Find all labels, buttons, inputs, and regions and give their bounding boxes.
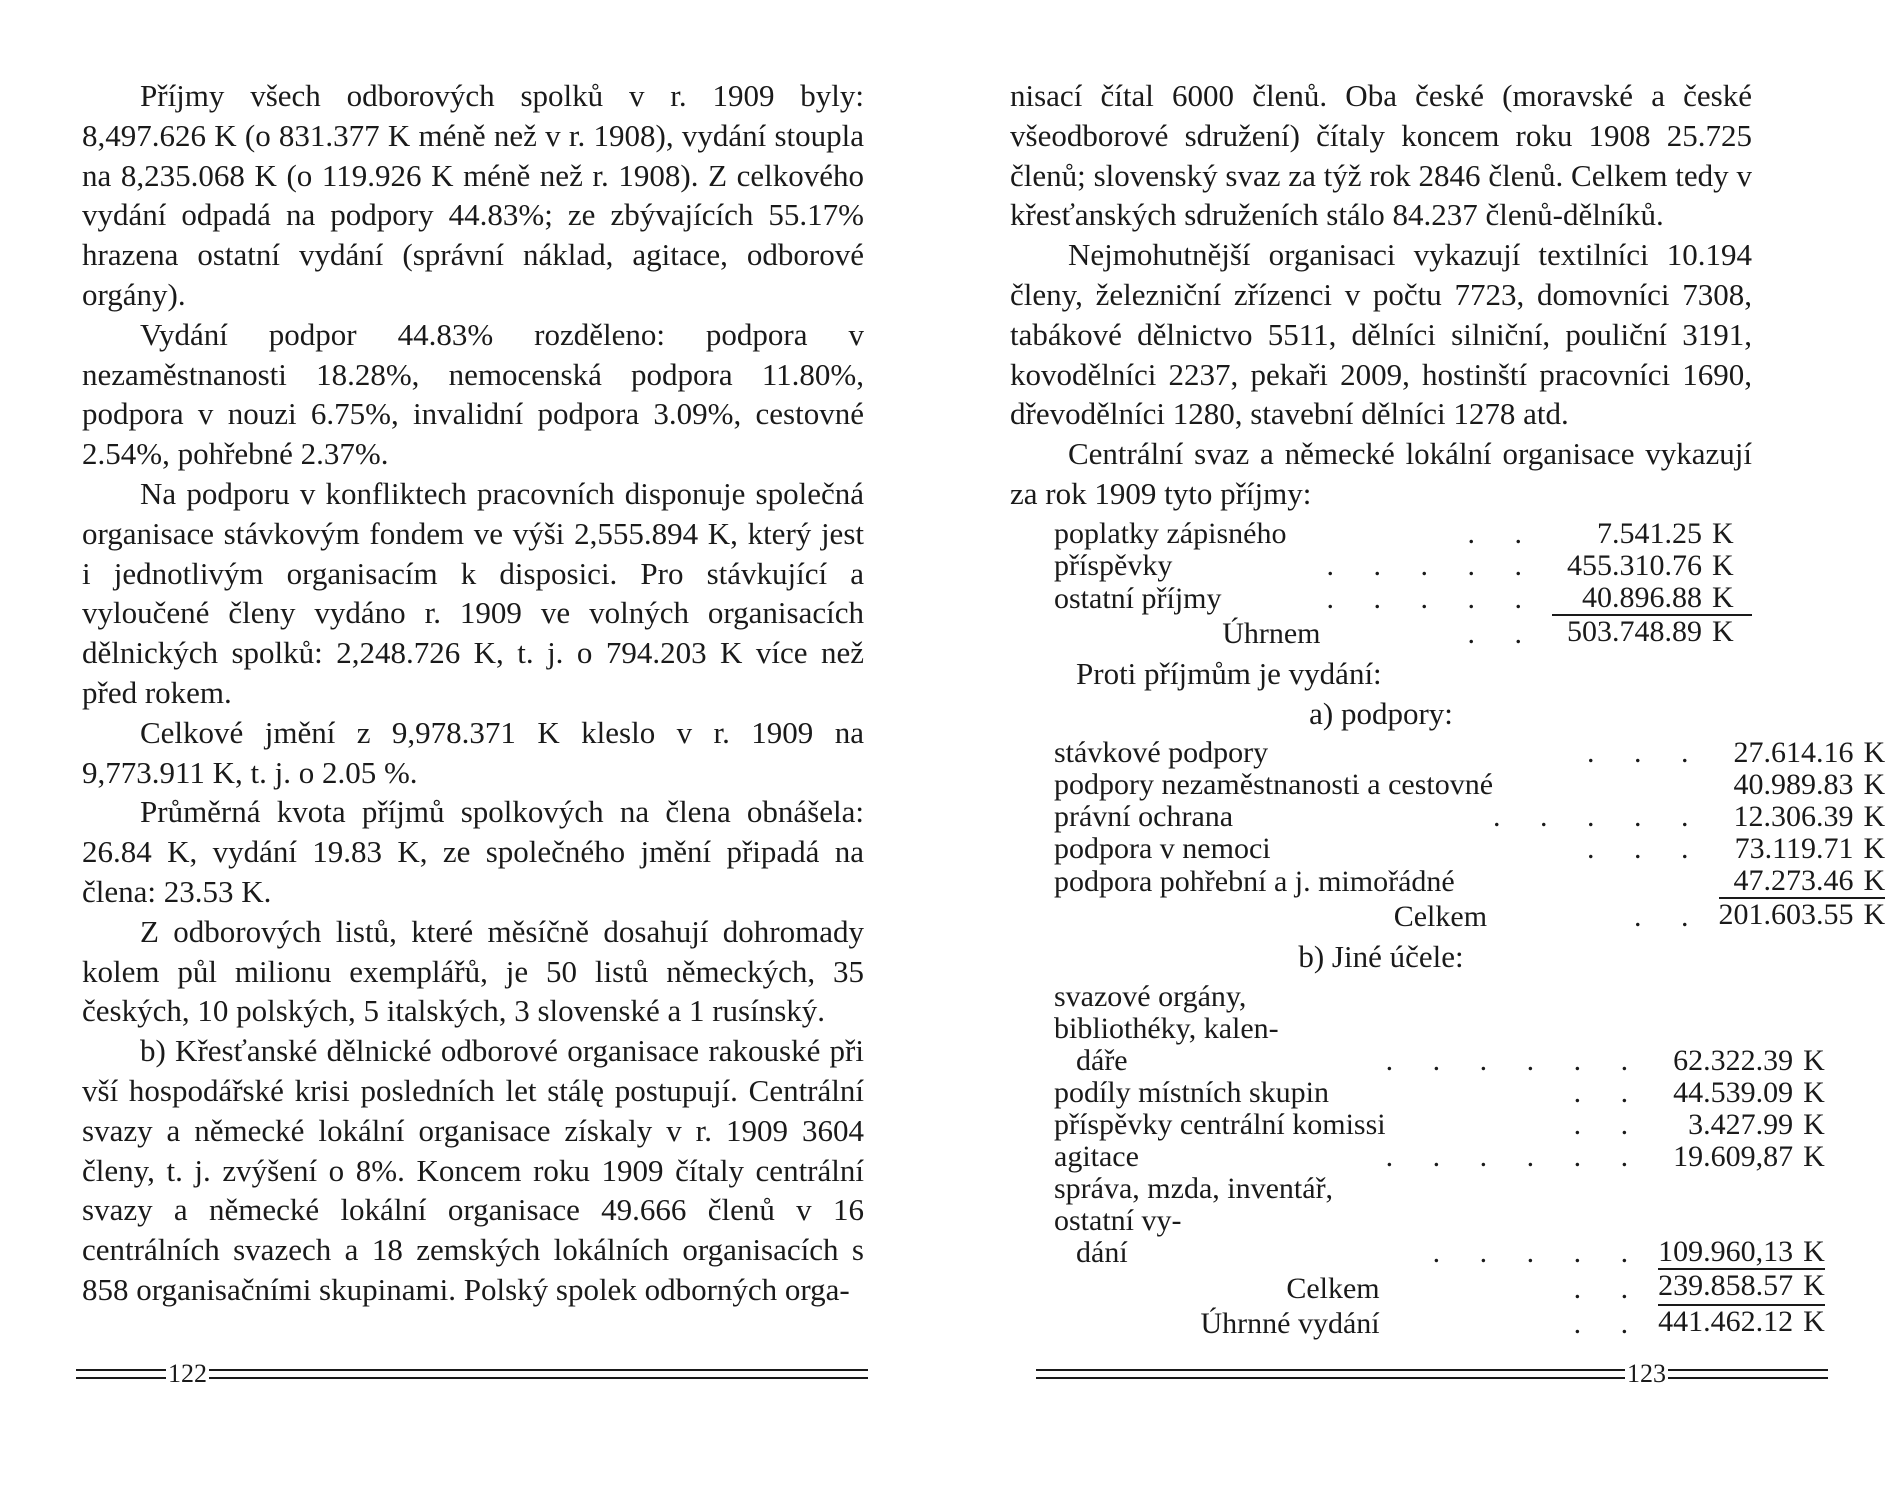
total-amount: 201.603.55 <box>1718 898 1854 932</box>
row-label: právní ochrana <box>1054 800 1234 834</box>
paragraph-income-intro: Centrální svaz a německé lokální organisace vykazují za rok 1909 tyto příjmy: <box>1010 436 1752 511</box>
row-currency: K <box>1863 768 1886 802</box>
paragraph-union-papers: Z odborových listů, které měsíčně dosahují dohromady kolem půl milionu exemplářů, je 50 listů německých, 35 českých, 10 polských, 5 italských, 3 slovenské a 1 rusínský. <box>82 913 864 1029</box>
row-amount: 73.119.71 <box>1734 832 1854 866</box>
table-row <box>1010 1141 1825 1173</box>
row-leader-dots: . . . . . . <box>1385 1140 1645 1174</box>
left-page-footer <box>76 1359 868 1388</box>
row-amount: 455.310.76 <box>1567 548 1702 582</box>
row-leader-dots: . . . . . <box>1493 800 1705 834</box>
row-leader-dots: . . <box>1467 516 1538 550</box>
row-label <box>1010 981 1386 1077</box>
table-row <box>1010 550 1752 582</box>
row-leader-dots: . . . . . <box>1432 1236 1645 1270</box>
row-amount: 3.427.99 <box>1688 1108 1794 1142</box>
total-currency: K <box>1712 614 1734 648</box>
paragraph-largest-organisations: Nejmohutnější organisaci vykazují textilníci 10.194 členy, železniční zřízenci v počtu 7723, domovníci 7308, tabákové dělnictvo 5511, dělníci silniční, pouliční 3191, kovodělníci 2237, pekaři 2009, hostinští pracovníci 1690, dřevodělníci 1280, stavební dělníci 1278 atd. <box>1010 237 1752 432</box>
row-leader-dots: . . . . . . <box>1385 1044 1645 1078</box>
row-currency: K <box>1702 582 1752 615</box>
total-amount: 239.858.57 <box>1658 1269 1793 1305</box>
row-leader-dots: . . . . . <box>1326 548 1538 582</box>
paragraph-support-breakdown: Vydání podpor 44.83% rozděleno: podpora v nezaměstnanosti 18.28%, nemocenská podpora 11.80%, podpora v nouzi 6.75%, invalidní podpora 3.09%, cestovné 2.54%, pohřebné 2.37%. <box>82 316 864 472</box>
row-amount: 62.322.39 <box>1673 1044 1794 1078</box>
row-label-line1: svazové orgány, bibliothéky, kalen- <box>1054 980 1279 1046</box>
income-total-row <box>1010 615 1752 650</box>
table-row <box>1010 1077 1825 1109</box>
row-label: podpora v nemoci <box>1054 832 1271 866</box>
row-currency: K <box>1712 548 1734 582</box>
row-leader-dots: . . <box>1573 1076 1645 1110</box>
other-expense-table <box>1010 981 1825 1340</box>
total-leader-dots: . . <box>1573 1272 1645 1306</box>
row-currency: K <box>1803 1044 1825 1078</box>
row-currency: K <box>1854 865 1886 898</box>
total-label: Úhrnem <box>1222 616 1321 650</box>
paragraph-christian-unions: b) Křesťanské dělnické odborové organisace rakouské při vší hospodářské krisi posledních let stálę postupují. Centrální svazy a německé lokální organisace získaly v r. 1909 3604 členy, t. j. zvýšení o 8%. Koncem roku 1909 čítaly centrální svazy a německé lokální organisace 49.666 členů v 16 centrálních svazech a 18 zemských lokálních organisacích s 858 organisačními skupinami. Polský spolek odborných orga- <box>82 1033 864 1307</box>
row-amount: 40.989.83 <box>1733 768 1854 802</box>
right-page-footer <box>1036 1359 1828 1388</box>
row-currency: K <box>1803 1108 1825 1142</box>
footer-rule-left <box>76 1369 166 1379</box>
row-leader-dots: . . . <box>1587 736 1705 770</box>
row-currency: K <box>1712 516 1734 550</box>
row-label: ostatní příjmy <box>1054 581 1222 615</box>
total-amount: 503.748.89 <box>1567 614 1702 648</box>
row-label-line2: dáře <box>1076 1044 1128 1078</box>
row-label: podíly místních skupin <box>1054 1076 1330 1110</box>
grand-total-leader-dots: . . <box>1573 1307 1645 1341</box>
footer-rule-left <box>1036 1369 1625 1379</box>
table-row <box>1010 833 1885 865</box>
row-leader-dots: . . . <box>1587 832 1705 866</box>
section-a-heading: a) podpory: <box>1309 695 1453 731</box>
row-amount: 47.273.46 <box>1719 865 1854 898</box>
row-label <box>1010 1173 1386 1269</box>
row-label: příspěvky <box>1054 548 1173 582</box>
row-leader-dots: . . . . . <box>1326 581 1538 615</box>
table-row <box>1010 1109 1825 1141</box>
grand-total-currency: K <box>1803 1305 1825 1339</box>
row-label: stávkové podpory <box>1054 736 1269 770</box>
row-label-line1: správa, mzda, inventář, ostatní vy- <box>1054 1172 1334 1238</box>
row-currency: K <box>1803 1076 1825 1110</box>
grand-total-label: Úhrnné vydání <box>1200 1307 1380 1341</box>
footer-rule-right <box>209 1369 868 1379</box>
left-page-text <box>82 76 864 1310</box>
table-row <box>1010 769 1885 801</box>
table-row <box>1010 737 1885 769</box>
income-table <box>1010 518 1752 650</box>
other-total-row <box>1010 1269 1825 1305</box>
section-b-heading: b) Jiné účele: <box>1298 939 1464 975</box>
row-label: podpora pohřební a j. mimořádné <box>1054 865 1455 899</box>
table-row <box>1010 801 1885 833</box>
paragraph-strike-fund: Na podporu v konfliktech pracovních disponuje společná organisace stávkovým fondem ve výši 2,555.894 K, který jest i jednotlivým organisacím k disposici. Pro stávkující a vyloučené členy vydáno r. 1909 ve volných organisacích dělnických spolků: 2,248.726 K, t. j. o 794.203 K více než před rokem. <box>82 475 864 710</box>
page-number-123: 123 <box>1627 1359 1666 1388</box>
table-row <box>1010 981 1825 1077</box>
table-row <box>1010 582 1752 615</box>
row-amount: 40.896.88 <box>1552 582 1702 615</box>
paragraph-average-quota: Průměrná kvota příjmů spolkových na člena obnášela: 26.84 K, vydání 19.83 K, ze společného jmění připadá na člena: 23.53 K. <box>82 794 864 909</box>
row-currency: K <box>1863 832 1886 866</box>
grand-total-row <box>1010 1305 1825 1340</box>
total-currency: K <box>1863 898 1886 932</box>
row-amount: 109.960,13 <box>1658 1173 1793 1269</box>
table-row <box>1010 865 1885 898</box>
table-row <box>1010 518 1752 550</box>
page-number-122: 122 <box>168 1359 207 1388</box>
row-currency: K <box>1863 736 1886 770</box>
paragraph-total-assets: Celkové jmění z 9,978.371 K kleslo v r. 1909 na 9,773.911 K, t. j. o 2.05 %. <box>82 714 864 790</box>
row-leader-dots <box>1493 865 1719 898</box>
right-page-text <box>1010 76 1886 1344</box>
row-amount: 12.306.39 <box>1733 800 1854 834</box>
total-label: Celkem <box>1393 900 1488 934</box>
row-label: poplatky zápisného <box>1054 516 1287 550</box>
total-leader-dots: . . <box>1634 900 1705 934</box>
total-currency: K <box>1793 1269 1825 1305</box>
row-amount: 7.541.25 <box>1597 516 1702 550</box>
row-amount: 27.614.16 <box>1733 736 1854 770</box>
support-total-row <box>1010 898 1885 933</box>
row-label-line2: dání <box>1076 1236 1128 1270</box>
table-row <box>1010 1173 1825 1269</box>
row-leader-dots: . . <box>1573 1108 1645 1142</box>
row-currency: K <box>1803 1140 1825 1174</box>
total-leader-dots: . . <box>1467 616 1538 650</box>
row-currency: K <box>1793 1173 1825 1269</box>
paragraph-income-1909: Příjmy všech odborových spolků v r. 1909 byly: 8,497.626 K (o 831.377 K méně než v r. 1908), vydání stoupla na 8,235.068 K (o 119.926 K méně než r. 1908). Z celkového vydání odpadá na podpory 44.83%; ze zbývajících 55.17% hrazena ostatní vydání (správní náklad, agitace, odborové orgány). <box>82 78 864 312</box>
support-expense-table <box>1010 737 1885 933</box>
right-page <box>944 0 1888 1500</box>
row-label: podpory nezaměstnanosti a cestovné <box>1054 768 1494 802</box>
row-amount: 19.609,87 <box>1673 1140 1794 1174</box>
expense-intro: Proti příjmům je vydání: <box>1076 655 1382 691</box>
row-leader-dots <box>1493 769 1719 801</box>
row-currency: K <box>1863 800 1886 834</box>
total-label: Celkem <box>1286 1272 1380 1306</box>
paragraph-continued: nisací čítal 6000 členů. Oba české (moravské a české všeodborové sdružení) čítaly koncem roku 1908 25.725 členů; slovenský svaz za týž rok 2846 členů. Celkem tedy v křesťanských sdruženích stálo 84.237 členů-dělníků. <box>1010 78 1752 233</box>
row-label: příspěvky centrální komissi <box>1054 1108 1386 1142</box>
row-amount: 44.539.09 <box>1673 1076 1794 1110</box>
grand-total-amount: 441.462.12 <box>1658 1305 1794 1339</box>
row-label: agitace <box>1054 1140 1139 1174</box>
footer-rule-right <box>1668 1369 1828 1379</box>
